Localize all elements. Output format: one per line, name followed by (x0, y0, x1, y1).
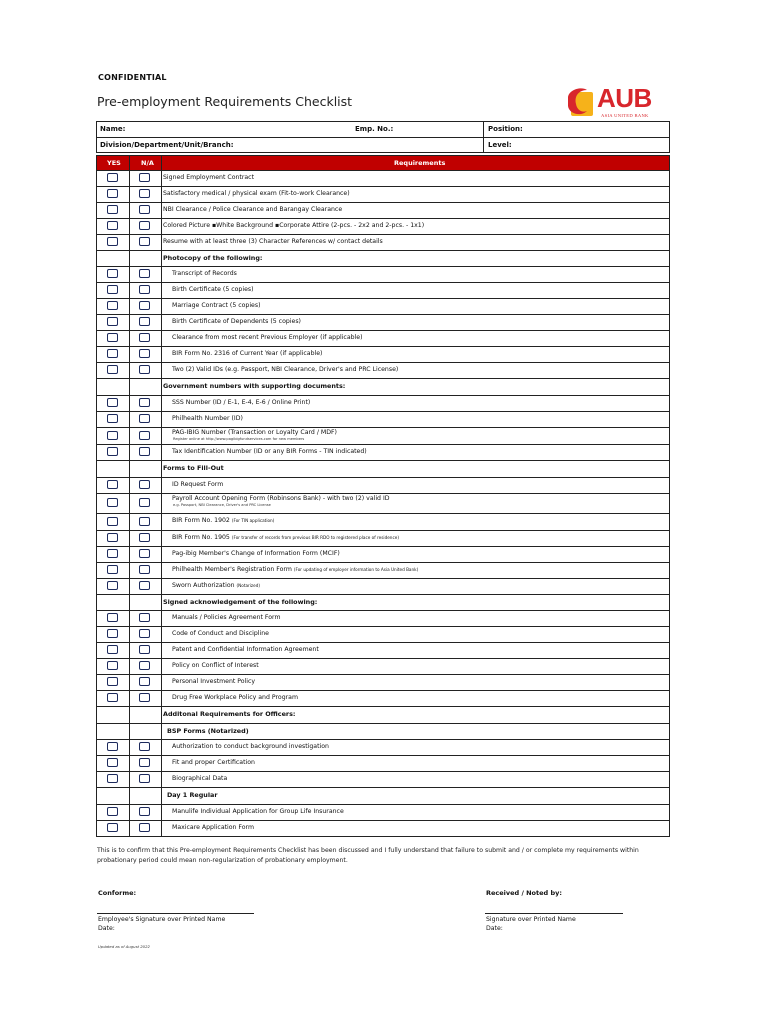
row-divider (97, 706, 669, 707)
row-divider (97, 444, 669, 445)
info-row-2 (97, 138, 669, 154)
yes-checkbox[interactable] (107, 221, 118, 230)
yes-checkbox[interactable] (107, 677, 118, 686)
requirement-item (172, 743, 329, 750)
requirement-text: Biographical Data (172, 775, 228, 782)
conforme-label: Conforme: (98, 889, 137, 897)
yes-checkbox[interactable] (107, 807, 118, 816)
requirement-text: Resume with at least three (3) Character References w/ contact details (163, 238, 383, 245)
requirement-text: Marriage Contract (5 copies) (172, 302, 261, 309)
employee-signature-line (97, 913, 254, 914)
na-checkbox[interactable] (139, 629, 150, 638)
row-divider (97, 282, 669, 283)
requirement-text: Colored Picture ▪White Background ▪Corporate Attire (2-pcs. - 2x2 and 2-pcs. - 1x1) (163, 222, 425, 229)
requirement-note: (For transfer of records from previous BIR RDO to registered place of residence) (231, 535, 399, 540)
na-checkbox[interactable] (139, 398, 150, 407)
requirement-item (172, 286, 254, 293)
yes-checkbox[interactable] (107, 269, 118, 278)
requirement-item (163, 174, 254, 181)
na-checkbox[interactable] (139, 549, 150, 558)
na-checkbox[interactable] (139, 205, 150, 214)
division-label: Division/Department/Unit/Branch: (100, 141, 234, 149)
row-divider (97, 546, 669, 547)
requirement-item (172, 808, 344, 815)
yes-checkbox[interactable] (107, 173, 118, 182)
requirement-item (172, 534, 399, 541)
requirement-item (163, 190, 350, 197)
requirement-text: Payroll Account Opening Form (Robinsons Bank) - with two (2) valid ID (172, 495, 390, 502)
row-divider (97, 771, 669, 772)
row-divider (97, 298, 669, 299)
requirement-text: Signed Employment Contract (163, 174, 254, 181)
row-divider (97, 202, 669, 203)
na-checkbox[interactable] (139, 349, 150, 358)
requirement-text: Policy on Conflict of Interest (172, 662, 259, 669)
yes-column-header: YES (107, 159, 121, 167)
section-heading: Photocopy of the following: (163, 254, 263, 262)
requirement-item (172, 366, 398, 373)
requirements-checklist-table (96, 155, 670, 837)
info-row-1 (97, 122, 669, 138)
requirement-text: BIR Form No. 1905 (172, 534, 230, 541)
requirement-item (172, 630, 269, 637)
yes-checkbox[interactable] (107, 774, 118, 783)
row-divider (97, 626, 669, 627)
row-divider (97, 378, 669, 379)
requirement-text: PAG-IBIG Number (Transaction or Loyalty Card / MDF) (172, 429, 337, 436)
row-divider (97, 610, 669, 611)
requirement-item (172, 517, 274, 524)
yes-checkbox[interactable] (107, 480, 118, 489)
row-divider (97, 594, 669, 595)
yes-checkbox[interactable] (107, 758, 118, 767)
row-divider (97, 804, 669, 805)
row-divider (97, 755, 669, 756)
requirement-item (172, 824, 254, 831)
requirement-text: Clearance from most recent Previous Employer (if applicable) (172, 334, 363, 341)
employee-signature-block (98, 915, 225, 933)
row-divider (97, 562, 669, 563)
requirement-item (172, 566, 418, 573)
na-checkbox[interactable] (139, 498, 150, 507)
na-checkbox[interactable] (139, 237, 150, 246)
section-heading: Forms to Fill-Out (163, 464, 224, 472)
yes-checkbox[interactable] (107, 431, 118, 440)
yes-checkbox[interactable] (107, 533, 118, 542)
row-divider (97, 658, 669, 659)
yes-checkbox[interactable] (107, 645, 118, 654)
na-checkbox[interactable] (139, 807, 150, 816)
requirement-item (172, 775, 227, 782)
requirement-item (172, 318, 301, 325)
section-heading: BSP Forms (Notarized) (167, 727, 249, 735)
requirement-text: Patent and Confidential Information Agreement (172, 646, 319, 653)
na-checkbox[interactable] (139, 173, 150, 182)
logo-text: AUB (597, 83, 652, 113)
noted-signature-label: Signature over Printed Name (486, 916, 576, 923)
na-checkbox[interactable] (139, 285, 150, 294)
section-heading: Additonal Requirements for Officers: (163, 710, 296, 718)
requirement-text: ID Request Form (172, 481, 224, 488)
requirement-item (172, 495, 390, 502)
yes-checkbox[interactable] (107, 629, 118, 638)
requirement-text: SSS Number (ID / E-1, E-4, E-6 / Online Print) (172, 399, 311, 406)
requirement-text: Satisfactory medical / physical exam (Fit-to-work Clearance) (163, 190, 350, 197)
na-checkbox[interactable] (139, 758, 150, 767)
requirements-column-header: Requirements (394, 159, 446, 167)
yes-checkbox[interactable] (107, 498, 118, 507)
requirement-text: BIR Form No. 1902 (172, 517, 230, 524)
na-checkbox[interactable] (139, 317, 150, 326)
requirement-text: Birth Certificate of Dependents (5 copies) (172, 318, 301, 325)
requirement-item (172, 448, 367, 455)
row-divider (97, 674, 669, 675)
requirement-text: NBI Clearance / Police Clearance and Barangay Clearance (163, 206, 343, 213)
na-checkbox[interactable] (139, 431, 150, 440)
yes-checkbox[interactable] (107, 414, 118, 423)
name-label: Name: (100, 125, 126, 133)
requirement-text: Code of Conduct and Discipline (172, 630, 269, 637)
updated-note: Updated as of August 2022 (98, 944, 150, 949)
requirement-text: Drug Free Workplace Policy and Program (172, 694, 298, 701)
row-divider (97, 314, 669, 315)
na-checkbox[interactable] (139, 613, 150, 622)
row-divider (97, 578, 669, 579)
employee-info-table (96, 121, 670, 153)
requirement-text: Fit and proper Certification (172, 759, 255, 766)
requirement-item (172, 429, 337, 436)
na-checkbox[interactable] (139, 533, 150, 542)
requirement-text: Tax Identification Number (ID or any BIR Forms - TIN indicated) (172, 448, 367, 455)
na-checkbox[interactable] (139, 221, 150, 230)
requirement-text: BIR Form No. 2316 of Current Year (if applicable) (172, 350, 323, 357)
row-divider (97, 234, 669, 235)
requirement-text: Philhealth Number (ID) (172, 415, 243, 422)
na-checkbox[interactable] (139, 774, 150, 783)
requirement-text: Manulife Individual Application for Group Life Insurance (172, 808, 344, 815)
requirement-item (172, 302, 261, 309)
na-checkbox[interactable] (139, 269, 150, 278)
requirement-item (172, 270, 237, 277)
info-divider (483, 122, 484, 152)
row-divider (97, 266, 669, 267)
requirement-text: Two (2) Valid IDs (e.g. Passport, NBI Clearance, Driver's and PRC License) (172, 366, 399, 373)
requirement-note: (For TIN application) (231, 518, 275, 523)
na-checkbox[interactable] (139, 414, 150, 423)
requirement-item (172, 678, 255, 685)
yes-column-divider (129, 156, 130, 836)
na-checkbox[interactable] (139, 677, 150, 686)
yes-checkbox[interactable] (107, 365, 118, 374)
requirement-item (163, 222, 424, 229)
na-checkbox[interactable] (139, 565, 150, 574)
requirement-item (172, 481, 223, 488)
yes-checkbox[interactable] (107, 447, 118, 456)
na-checkbox[interactable] (139, 480, 150, 489)
na-checkbox[interactable] (139, 581, 150, 590)
requirement-text: Birth Certificate (5 copies) (172, 286, 254, 293)
row-divider (97, 362, 669, 363)
level-label: Level: (488, 141, 512, 149)
na-checkbox[interactable] (139, 742, 150, 751)
na-column-header: N/A (141, 159, 154, 167)
na-checkbox[interactable] (139, 517, 150, 526)
requirement-item (163, 238, 383, 245)
na-column-divider (161, 156, 162, 836)
row-divider (97, 346, 669, 347)
employee-date-label: Date: (98, 925, 115, 932)
confidential-label: CONFIDENTIAL (98, 73, 167, 82)
yes-checkbox[interactable] (107, 333, 118, 342)
requirement-item (172, 646, 319, 653)
row-divider (97, 427, 669, 428)
confirmation-statement: This is to confirm that this Pre-employment Requirements Checklist has been discussed and I fully understand that failure to submit and / or complete my requirements within probationary period could mean non-regularization of probationary employment. (97, 847, 639, 864)
yes-checkbox[interactable] (107, 301, 118, 310)
requirement-item (172, 550, 340, 557)
requirement-text: Sworn Authorization (172, 582, 235, 589)
row-divider (97, 250, 669, 251)
na-checkbox[interactable] (139, 693, 150, 702)
row-divider (97, 395, 669, 396)
row-divider (97, 820, 669, 821)
requirement-item (172, 582, 260, 589)
yes-checkbox[interactable] (107, 237, 118, 246)
noted-signature-block (486, 915, 576, 933)
row-divider (97, 218, 669, 219)
noted-signature-line (485, 913, 623, 914)
position-label: Position: (488, 125, 523, 133)
employee-signature-label: Employee's Signature over Printed Name (98, 916, 226, 923)
row-divider (97, 330, 669, 331)
yes-checkbox[interactable] (107, 189, 118, 198)
row-divider (97, 530, 669, 531)
aub-logo (565, 83, 669, 122)
yes-checkbox[interactable] (107, 549, 118, 558)
noted-date-label: Date: (486, 925, 503, 932)
page-title: Pre-employment Requirements Checklist (97, 94, 353, 109)
requirement-text: Maxicare Application Form (172, 824, 255, 831)
logo-subtext: ASIA UNITED BANK (601, 113, 649, 118)
section-heading: Signed acknowledgement of the following: (163, 598, 318, 606)
na-checkbox[interactable] (139, 447, 150, 456)
yes-checkbox[interactable] (107, 205, 118, 214)
requirement-text: Manuals / Policies Agreement Form (172, 614, 281, 621)
requirement-subnote: Register online at http://www.pagibigfundservices.com for new members (173, 437, 305, 441)
requirement-item (172, 759, 255, 766)
requirement-text: Transcript of Records (172, 270, 237, 277)
requirement-note: (Notarized) (236, 583, 261, 588)
yes-checkbox[interactable] (107, 398, 118, 407)
na-checkbox[interactable] (139, 189, 150, 198)
requirement-text: Personal Investment Policy (172, 678, 256, 685)
yes-checkbox[interactable] (107, 565, 118, 574)
received-noted-label: Received / Noted by: (486, 889, 562, 897)
row-divider (97, 186, 669, 187)
requirement-item (172, 399, 310, 406)
yes-checkbox[interactable] (107, 693, 118, 702)
checklist-header-row (97, 156, 669, 170)
na-checkbox[interactable] (139, 823, 150, 832)
row-divider (97, 493, 669, 494)
yes-checkbox[interactable] (107, 823, 118, 832)
requirement-item (172, 614, 281, 621)
yes-checkbox[interactable] (107, 317, 118, 326)
yes-checkbox[interactable] (107, 517, 118, 526)
requirement-text: Authorization to conduct background investigation (172, 743, 329, 750)
section-heading: Day 1 Regular (167, 791, 218, 799)
na-checkbox[interactable] (139, 365, 150, 374)
na-checkbox[interactable] (139, 645, 150, 654)
yes-checkbox[interactable] (107, 349, 118, 358)
na-checkbox[interactable] (139, 333, 150, 342)
requirement-item (172, 350, 322, 357)
emp-no-label: Emp. No.: (355, 125, 394, 133)
row-divider (97, 170, 669, 171)
row-divider (97, 411, 669, 412)
yes-checkbox[interactable] (107, 742, 118, 751)
section-heading: Government numbers with supporting documents: (163, 382, 346, 390)
row-divider (97, 787, 669, 788)
row-divider (97, 642, 669, 643)
yes-checkbox[interactable] (107, 613, 118, 622)
row-divider (97, 460, 669, 461)
yes-checkbox[interactable] (107, 285, 118, 294)
requirement-item (172, 415, 243, 422)
na-checkbox[interactable] (139, 301, 150, 310)
na-checkbox[interactable] (139, 661, 150, 670)
requirement-text: Pag-ibig Member's Change of Information Form (MCIF) (172, 550, 340, 557)
requirement-item (172, 334, 363, 341)
yes-checkbox[interactable] (107, 581, 118, 590)
requirement-note: (For updating of employer information to Asia United Bank) (293, 567, 419, 572)
yes-checkbox[interactable] (107, 661, 118, 670)
requirement-item (172, 662, 259, 669)
requirement-text: Philhealth Member's Registration Form (172, 566, 292, 573)
requirement-item (172, 694, 298, 701)
requirement-item (163, 206, 342, 213)
aub-logo-mark-icon (565, 86, 595, 118)
requirement-subnote: e.g. Passport, NBI Clearance, Driver's and PRC License (173, 503, 271, 507)
row-divider (97, 739, 669, 740)
row-divider (97, 690, 669, 691)
row-divider (97, 723, 669, 724)
row-divider (97, 513, 669, 514)
row-divider (97, 477, 669, 478)
